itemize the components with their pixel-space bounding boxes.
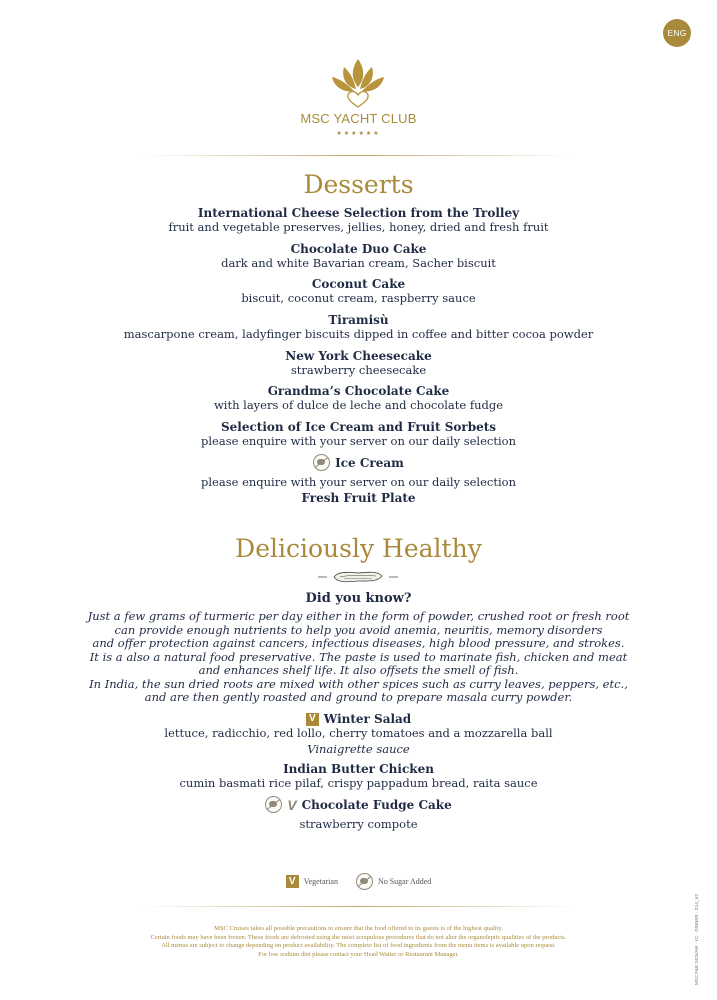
footer-line: Certain foods may have been frozen. These foods are defrosted using the most scrupulous procedures that do not alter the organoleptic qualities of the products. — [150, 933, 567, 941]
did-you-know-text — [0, 610, 717, 705]
did-you-know-line: can provide enough nutrients to help you avoid anemia, neuritis, memory disorders — [114, 622, 603, 637]
item-description: dark and white Bavarian cream, Sacher biscuit — [221, 256, 496, 270]
item-name: New York Cheesecake — [285, 349, 432, 363]
dessert-item — [0, 420, 717, 448]
did-you-know-title: Did you know? — [305, 591, 412, 606]
did-you-know-line: and offer protection against cancers, infectious diseases, high blood pressure, and strokes. — [92, 636, 625, 650]
dessert-item — [0, 491, 717, 505]
no-sugar-icon — [356, 873, 373, 890]
did-you-know-line: In India, the sun dried roots are mixed with other spices such as curry leaves, peppers, etc., — [89, 676, 628, 691]
healthy-item — [0, 710, 717, 756]
legend-label: No Sugar Added — [377, 877, 432, 886]
legend-vegetarian — [286, 875, 338, 888]
item-name: Selection of Ice Cream and Fruit Sorbets — [220, 420, 497, 434]
item-name: Fresh Fruit Plate — [301, 491, 416, 505]
item-description: please enquire with your server on our daily selection — [201, 475, 516, 489]
vegetarian-icon: V — [286, 875, 299, 888]
legend — [0, 873, 717, 890]
footer-line: All menus are subject to change depending on product availability. The complete list of food ingredients from the menu items is available upon request. — [161, 942, 556, 949]
legend-label: Vegetarian — [303, 877, 338, 886]
item-description: lettuce, radicchio, red lollo, cherry tomatoes and a mozzarella ball — [164, 726, 553, 740]
item-description: cumin basmati rice pilaf, crispy pappadum bread, raita sauce — [179, 776, 538, 790]
dessert-item — [0, 313, 717, 341]
dessert-item — [0, 349, 717, 377]
item-name: Ice Cream — [335, 455, 404, 470]
item-description: with layers of dulce de leche and chocolate fudge — [213, 398, 504, 412]
msc-yacht-club-logo — [318, 57, 398, 113]
no-sugar-icon — [265, 796, 282, 813]
item-sauce: Vinaigrette sauce — [307, 742, 410, 756]
item-name: Coconut Cake — [311, 277, 406, 291]
bottom-divider — [140, 906, 577, 907]
did-you-know-line: It is a also a natural food preservative. The paste is used to marinate fish, chicken and meat — [89, 649, 628, 664]
item-description: please enquire with your server on our daily selection — [201, 434, 516, 448]
item-description: biscuit, coconut cream, raspberry sauce — [241, 291, 476, 305]
item-description: fruit and vegetable preserves, jellies, honey, dried and fresh fruit — [168, 220, 549, 234]
did-you-know-line: and are then gently roasted and ground to prepare masala curry powder. — [144, 690, 573, 704]
item-name: Chocolate Fudge Cake — [301, 797, 452, 812]
item-name: Tiramisù — [328, 313, 389, 327]
item-name: Winter Salad — [323, 712, 412, 726]
item-description: mascarpone cream, ladyfinger biscuits dipped in coffee and bitter cocoa powder — [123, 327, 594, 341]
healthy-item — [0, 762, 717, 790]
item-name: International Cheese Selection from the Trolley — [197, 206, 520, 220]
vegetarian-icon: V — [306, 713, 319, 726]
no-sugar-icon — [313, 454, 330, 471]
footer-line: For low sodium diet please contact your Head Waiter or Restaurant Manager. — [258, 950, 459, 958]
legend-no-sugar — [356, 873, 431, 890]
vegetarian-outline-icon: V — [287, 796, 297, 813]
did-you-know-line: Just a few grams of turmeric per day either in the form of powder, crushed root or fresh root — [87, 609, 630, 623]
healthy-item — [0, 796, 717, 831]
item-description: strawberry cheesecake — [290, 363, 427, 377]
dessert-item — [0, 454, 717, 489]
top-divider — [140, 155, 577, 156]
menu-code: MSC F&B 2425/AM · YC · DINNER · D14_V2 — [694, 894, 699, 985]
dessert-item — [0, 206, 717, 234]
brand-stars: ★★★★★★ — [336, 130, 381, 137]
desserts-title: Desserts — [303, 170, 414, 199]
dessert-item — [0, 384, 717, 412]
did-you-know-line: and enhances shelf life. It also offsets the smell of fish. — [198, 663, 519, 677]
language-badge[interactable]: ENG — [663, 19, 691, 47]
footer-disclaimer — [0, 925, 717, 959]
turmeric-root-ornament — [318, 569, 398, 585]
item-name: Indian Butter Chicken — [283, 762, 434, 776]
brand-name: MSC YACHT CLUB — [300, 111, 417, 126]
healthy-title: Deliciously Healthy — [235, 534, 482, 563]
item-description: strawberry compote — [299, 817, 418, 831]
item-name: Chocolate Duo Cake — [290, 242, 427, 256]
item-name: Grandma’s Chocolate Cake — [267, 384, 450, 398]
footer-line: MSC Cruises takes all possible precautions to ensure that the food offered to its guests is of the highest quality. — [214, 925, 503, 932]
dessert-item — [0, 242, 717, 270]
dessert-item — [0, 277, 717, 305]
